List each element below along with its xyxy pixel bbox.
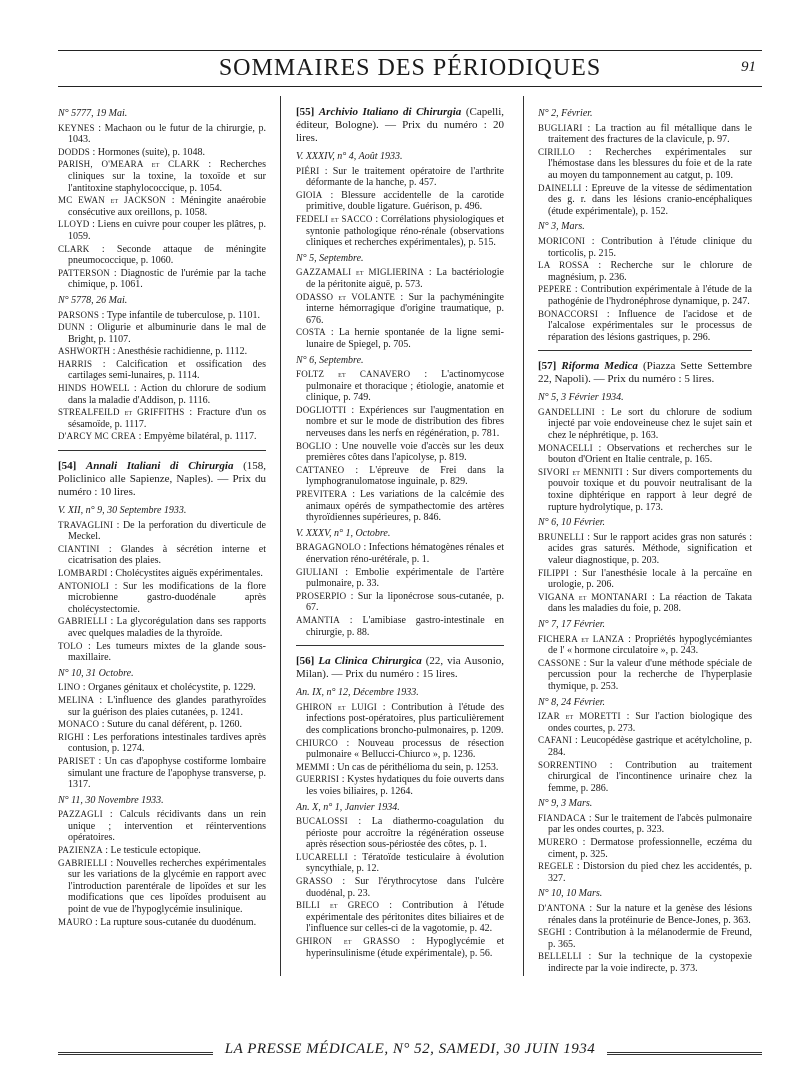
journal-details: (158, Policlinico alle Sapienze, Naples). — Prix du numéro : 10 lires.: [58, 460, 266, 499]
article-title: : Le sort du chlorure de sodium injecté par voie endoveineuse chez le sujet sain et chez le néphrétique, p. 163.: [548, 406, 752, 442]
footer-rule-right: [607, 1052, 762, 1055]
article-author: SIVORI et MENNITI: [538, 466, 623, 477]
article-entry: [58, 616, 266, 639]
journal-details: (22, via Ausonio, Milan). — Prix du numéro : 15 lires.: [296, 655, 504, 681]
article-author: MORICONI: [538, 235, 586, 246]
article-author: DUNN: [58, 322, 85, 333]
column-middle: [296, 104, 504, 974]
article-title: : Recherches expérimentales sur l'hémostase dans les blessures du foie et de la rate au moyen du tamponnement au catgut, p. 109.: [548, 146, 752, 181]
article-author: FILIPPI: [538, 567, 569, 578]
issue-heading: N° 7, 17 Février.: [538, 618, 606, 630]
article-author: D'ANTONA: [538, 903, 586, 914]
article-author: LOMBARDI: [58, 568, 108, 578]
article-author: FOLTZ et CANAVERO: [296, 369, 411, 380]
article-author: PIÉRI: [296, 165, 320, 176]
article-title: : Influence de l'acidose et de l'alcalose expérimentales sur le processus de réparation des lésions gastriques, p. 296.: [548, 308, 752, 343]
article-title: : Contribution à la mélanodermie de Freund, p. 365.: [548, 927, 752, 950]
page-title: SOMMAIRES DES PÉRIODIQUES: [218, 55, 602, 81]
article-author: BILLI et GRECO: [296, 900, 380, 911]
header-rule: [58, 86, 762, 87]
article-author: FEDELI et SACCO: [296, 213, 373, 224]
article-title: : Diagnostic de l'urémie par la tache chimique, p. 1061.: [68, 267, 266, 291]
article-entry: [538, 236, 752, 259]
article-author: GANDELLINI: [538, 406, 595, 417]
article-title: : Action du chlorure de sodium dans la maladie d'Addison, p. 1116.: [68, 383, 266, 406]
article-title: : Sur la pachyméningite interne hémorragique d'origine traumatique, p. 676.: [306, 291, 504, 326]
article-entry: [296, 774, 504, 797]
article-entry: [538, 147, 752, 182]
article-title: : Type infantile de tuberculose, p. 1101.: [99, 309, 261, 321]
article-title: : Sur la liponécrose sous-cutanée, p. 67.: [306, 590, 504, 614]
column-divider-left: [280, 96, 281, 976]
article-entry: [538, 183, 752, 218]
article-author: BOGLIO: [296, 440, 332, 451]
article-entry: [538, 813, 752, 836]
article-title: : L'actinomycose pulmonaire et thoracique ; étiologie, anatomie et clinique, p. 749.: [306, 369, 504, 404]
article-entry: [538, 284, 752, 307]
article-title: : Cholécystites aiguës expérimentales.: [107, 568, 263, 579]
article-entry: [58, 431, 266, 443]
issue-heading: N° 5777, 19 Mai.: [58, 108, 128, 119]
article-entry: [296, 702, 504, 737]
article-author: HARRIS: [58, 358, 93, 369]
article-entry: [296, 405, 504, 440]
article-author: BONACCORSI: [538, 308, 599, 319]
article-entry: [296, 738, 504, 761]
article-entry: [538, 467, 752, 513]
article-author: MURERO: [538, 837, 578, 848]
article-entry: [58, 147, 266, 159]
top-rule: [58, 50, 762, 51]
article-entry: [58, 322, 266, 345]
article-entry: [296, 327, 504, 350]
issue-heading: V. XXXIV, n° 4, Août 1933.: [296, 151, 403, 162]
issue-heading: N° 5, Septembre.: [296, 252, 364, 264]
article-author: BELLELLI: [538, 951, 582, 962]
article-entry: [296, 900, 504, 935]
article-title: : Contribution à l'étude clinique du torticolis, p. 215.: [548, 235, 752, 259]
issue-heading: N° 11, 30 Novembre 1933.: [58, 794, 164, 806]
article-entry: [538, 837, 752, 860]
article-entry: [538, 443, 752, 466]
issue-heading: An. X, n° 1, Janvier 1934.: [296, 801, 400, 813]
article-author: IZAR et MORETTI: [538, 711, 621, 722]
article-title: : La rupture sous-cutanée du duodénum.: [92, 916, 257, 928]
article-title: : L'amibiase gastro-intestinale en chirurgie, p. 88.: [306, 614, 504, 638]
article-title: : Calculs récidivants dans un rein unique ; intervention et réinterventions opératoires.: [68, 809, 266, 844]
article-author: SORRENTINO: [538, 759, 598, 770]
article-author: MC EWAN et JACKSON: [58, 195, 166, 206]
article-author: STREALFEILD et GRIFFITHS: [58, 407, 185, 418]
article-entry: [296, 762, 504, 774]
article-entry: [58, 244, 266, 267]
article-entry: [538, 927, 752, 950]
article-author: GHIRON et GRASSO: [296, 936, 400, 947]
article-title: : La bactériologie de la péritonite aiguë, p. 573.: [306, 267, 504, 290]
article-title: : Calcification et ossification des cartilages semi-lunaires, p. 1114.: [68, 358, 266, 382]
article-title: : Nouvelles recherches expérimentales sur les variations de la glycémie en rapport avec l'introduction parentérale de lipoïdes et sur les modifications que ces lipoïdes produisent au point de vue de l'hypoglycémie insulinique.: [68, 857, 266, 916]
article-author: VIGANA et MONTANARI: [538, 591, 648, 602]
column-left: [58, 104, 266, 974]
article-entry: [58, 568, 266, 580]
article-author: GRASSO: [296, 876, 333, 887]
article-entry: [296, 292, 504, 327]
article-entry: [58, 845, 266, 857]
page-header: [58, 53, 762, 83]
article-title: : Liens en cuivre pour couper les plâtres, p. 1059.: [68, 219, 266, 242]
page-footer: [58, 1041, 762, 1065]
article-author: PROSERPIO: [296, 590, 347, 601]
article-author: DOGLIOTTI: [296, 404, 347, 415]
article-title: : Un cas d'apophyse costiforme lombaire simulant une fracture de l'apophyse transverse, p. 1317.: [68, 755, 266, 791]
article-author: ODASSO et VOLANTE: [296, 291, 396, 302]
journal-number: [55]: [296, 106, 315, 118]
article-author: RIGHI: [58, 731, 84, 742]
article-title: : Propriétés hypoglycémiantes de l' « hormone circulatoire », p. 243.: [548, 633, 752, 657]
article-entry: [296, 876, 504, 899]
journal-name: La Clinica Chirurgica: [318, 655, 422, 668]
article-title: : Suture du canal déférent, p. 1260.: [99, 719, 242, 731]
journal-heading: [296, 106, 504, 145]
article-entry: [538, 592, 752, 615]
article-author: CIRILLO: [538, 146, 575, 157]
article-author: TRAVAGLINI: [58, 519, 114, 530]
article-title: : Seconde attaque de méningite pneumococcique, p. 1060.: [68, 243, 266, 267]
journal-details: (Capelli, éditeur, Bologne). — Prix du numéro : 20 lires.: [296, 106, 504, 144]
footer-text: LA PRESSE MÉDICALE, N° 52, SAMEDI, 30 JUIN 1934: [224, 1041, 596, 1057]
article-author: GIOIA: [296, 189, 323, 200]
article-author: PARISET: [58, 755, 96, 766]
article-entry: [538, 760, 752, 795]
section-separator: [296, 645, 504, 646]
article-author: REGELE: [538, 861, 574, 872]
article-title: : Leucopédèse gastrique et acétylcholine, p. 284.: [548, 735, 752, 758]
article-title: : La glycorégulation dans ses rapports avec quelques maladies de la thyroïde.: [68, 616, 266, 639]
article-entry: [58, 195, 266, 218]
article-title: : Le testicule ectopique.: [102, 845, 201, 857]
article-author: GIULIANI: [296, 566, 339, 577]
article-title: : Sur divers comportements du pouvoir toxique et du pouvoir neutralisant de la toxine diphtérique en rapport à leur degré de rupture hydrolytique, p. 173.: [548, 466, 752, 513]
article-entry: [58, 383, 266, 406]
journal-heading: [538, 360, 752, 386]
article-entry: [538, 634, 752, 657]
article-author: GUERRISI: [296, 774, 340, 785]
article-title: : Recherches cliniques sur la toxine, la toxoïde et sur l'antitoxine staphylococcique, p. 1054.: [68, 159, 266, 194]
article-title: : Sur les modifications de la flore microbienne gastro-duodénale après cholécystectomie.: [68, 580, 266, 615]
article-entry: [296, 816, 504, 851]
journal-heading: [58, 460, 266, 499]
article-author: MONACELLI: [538, 442, 593, 453]
article-entry: [58, 520, 266, 543]
issue-heading: N° 10, 10 Mars.: [538, 888, 603, 900]
article-author: ASHWORTH: [58, 346, 111, 357]
journal-name: Riforma Medica: [561, 360, 638, 373]
article-title: : Sur la valeur d'une méthode spéciale de percussion pour la recherche de l'hyperplasie thymique, p. 253.: [548, 657, 752, 692]
article-title: : La traction au fil métallique dans le traitement des fractures de la clavicule, p. 97.: [548, 122, 752, 146]
article-entry: [58, 219, 266, 242]
article-title: : Organes génitaux et cholécystite, p. 1229.: [80, 682, 256, 694]
issue-heading: N° 6, 10 Février.: [538, 517, 606, 529]
article-author: PAZZAGLI: [58, 809, 103, 820]
article-entry: [58, 917, 266, 929]
article-entry: [296, 465, 504, 488]
article-title: : Nouveau processus de résection pulmonaire « Bellucci-Chiurco », p. 1236.: [306, 737, 504, 761]
article-title: : Recherche sur le chlorure de magnésium, p. 236.: [548, 260, 752, 283]
article-author: MONACO: [58, 719, 100, 730]
article-entry: [58, 159, 266, 194]
article-author: DAINELLI: [538, 182, 582, 193]
article-author: PEPERE: [538, 284, 572, 295]
article-author: PARSONS: [58, 309, 100, 320]
article-entry: [296, 489, 504, 524]
article-title: : Sur l'anesthésie locale à la percaïne en urologie, p. 206.: [548, 567, 752, 591]
issue-heading: N° 9, 3 Mars.: [538, 798, 593, 810]
article-title: : L'influence des glandes parathyroïdes sur la guérison des plaies cutanées, p. 1241.: [68, 694, 266, 718]
column-right: [538, 104, 752, 974]
section-separator: [58, 450, 266, 451]
article-title: : Les variations de la calcémie des animaux opérés de sympathectomie des artères thyroïdiennes supérieures, p. 846.: [306, 489, 504, 524]
article-title: : Sur l'action biologique des ondes courtes, p. 273.: [548, 711, 752, 734]
article-author: MELINA: [58, 694, 95, 705]
article-author: CATTANEO: [296, 464, 345, 475]
journal-heading: [296, 655, 504, 681]
article-entry: [296, 852, 504, 875]
article-entry: [296, 591, 504, 614]
article-entry: [538, 951, 752, 974]
section-separator: [538, 350, 752, 351]
article-title: : Oligurie et albuminurie dans le mal de Bright, p. 1107.: [68, 322, 266, 345]
article-title: : Les perforations intestinales tardives après contusion, p. 1274.: [68, 731, 266, 755]
article-title: : Hormones (suite), p. 1048.: [90, 146, 206, 158]
article-entry: [58, 695, 266, 718]
issue-heading: N° 10, 31 Octobre.: [58, 667, 134, 679]
column-divider-right: [523, 96, 524, 976]
article-title: : Contribution à l'étude des infections post-opératoires, plus particulièrement des complications broncho-pulmonaires, p. 1209.: [306, 701, 504, 736]
article-entry: [296, 190, 504, 213]
article-title: : Glandes à sécrétion interne et cicatrisation des plaies.: [68, 543, 266, 567]
article-title: : Empyème bilatéral, p. 1117.: [136, 431, 257, 443]
article-author: ANTONIOLI: [58, 580, 110, 591]
article-title: : Fracture d'un os sésamoïde, p. 1117.: [68, 407, 266, 430]
article-entry: [58, 268, 266, 291]
article-author: CLARK: [58, 243, 90, 254]
article-entry: [58, 732, 266, 755]
article-author: GAZZAMALI et MIGLIERINA: [296, 267, 425, 278]
article-title: : Kystes hydatiques du foie ouverts dans les voies biliaires, p. 1264.: [306, 774, 504, 797]
article-title: : La diathermo-coagulation du périoste pour accroître la régénération osseuse après résection sous-périostée des côtes, p. 1.: [306, 816, 504, 851]
article-entry: [538, 735, 752, 758]
article-title: : Contribution à l'étude expérimentale des péritonites dites biliaires et de l'influence sur celles-ci de la vagotomie, p. 42.: [306, 900, 504, 935]
journal-name: Annali Italiani di Chirurgia: [85, 460, 234, 473]
article-entry: [538, 903, 752, 926]
article-author: MEMMI: [296, 761, 330, 772]
article-title: : Sur la technique de la cystopexie indirecte par la voie indirecte, p. 373.: [548, 951, 752, 974]
page-number: 91: [741, 59, 756, 75]
article-title: : Contribution expérimentale à l'étude de la pathogénie de l'hydronéphrose dynamique, p. 247.: [548, 284, 752, 307]
article-entry: [538, 309, 752, 344]
journal-number: [54]: [58, 460, 77, 473]
article-entry: [58, 310, 266, 322]
article-author: PARISH, O'MEARA et CLARK: [58, 159, 200, 170]
article-title: : Contribution au traitement chirurgical de l'incontinence urinaire chez la femme, p. 286.: [548, 759, 752, 794]
issue-heading: An. IX, n° 12, Décembre 1933.: [296, 687, 419, 699]
article-author: KEYNES: [58, 122, 95, 133]
article-title: : Distorsion du pied chez les accidentés, p. 327.: [548, 861, 752, 884]
article-title: : Sur le rapport acides gras non saturés : acides gras saturés. Méthode, signification et valeur diagnostique, p. 203.: [548, 531, 752, 566]
article-entry: [296, 441, 504, 464]
article-title: : Sur l'érythrocytose dans l'ulcère duodénal, p. 23.: [306, 876, 504, 899]
article-author: BRAGAGNOLO: [296, 542, 361, 553]
article-author: CIANTINI: [58, 543, 100, 554]
article-author: AMANTIA: [296, 614, 340, 625]
article-title: : De la perforation du diverticule de Meckel.: [68, 519, 266, 543]
article-entry: [58, 682, 266, 694]
article-entry: [296, 615, 504, 638]
journal-number: [57]: [538, 360, 557, 373]
article-title: : L'épreuve de Frei dans la lymphogranulomatose inguinale, p. 829.: [306, 464, 504, 488]
article-author: D'ARCY MC CREA: [58, 431, 137, 442]
article-author: PREVITERA: [296, 489, 348, 500]
article-author: LA ROSSA: [538, 260, 590, 271]
article-entry: [58, 123, 266, 146]
article-entry: [296, 214, 504, 249]
article-title: : Blessure accidentelle de la carotide primitive, double ligature. Guérison, p. 496.: [306, 189, 504, 213]
issue-heading: N° 6, Septembre.: [296, 354, 364, 366]
article-entry: [538, 711, 752, 734]
article-author: BUGLIARI: [538, 122, 583, 133]
article-author: CASSONE: [538, 657, 581, 668]
article-author: GABRIELLI: [58, 616, 108, 627]
article-entry: [538, 568, 752, 591]
article-entry: [296, 267, 504, 290]
article-author: CAFANI: [538, 735, 573, 746]
issue-heading: N° 5778, 26 Mai.: [58, 294, 128, 306]
article-author: LINO: [58, 682, 81, 693]
article-entry: [538, 123, 752, 146]
article-author: GHIRON et LUIGI: [296, 701, 377, 712]
article-title: : La hernie spontanée de la ligne semi-lunaire de Spiegel, p. 705.: [306, 327, 504, 350]
article-entry: [58, 719, 266, 731]
article-entry: [538, 407, 752, 442]
article-author: GABRIELLI: [58, 857, 108, 868]
article-author: SEGHI: [538, 927, 566, 938]
article-author: TOLO: [58, 640, 83, 651]
article-author: CHIURCO: [296, 737, 338, 748]
article-author: FICHERA et LANZA: [538, 633, 625, 644]
article-entry: [538, 658, 752, 693]
article-entry: [538, 532, 752, 567]
article-title: : Infections hématogènes rénales et énervation réno-urétérale, p. 1.: [306, 542, 504, 565]
article-author: LLOYD: [58, 219, 90, 230]
article-entry: [58, 581, 266, 616]
article-entry: [296, 166, 504, 189]
article-title: : Corrélations physiologiques et syntonie pathologique réno-rénale (observations cliniques et recherches expérimentales), p. 515.: [306, 213, 504, 249]
article-title: : Observations et recherches sur le bouton d'Orient en Italie centrale, p. 165.: [548, 442, 752, 466]
article-entry: [58, 756, 266, 791]
article-title: : Anesthésie rachidienne, p. 1112.: [110, 346, 248, 358]
article-entry: [538, 260, 752, 283]
article-author: LUCARELLI: [296, 851, 348, 862]
article-entry: [296, 936, 504, 959]
article-entry: [58, 346, 266, 358]
article-author: PAZIENZA: [58, 845, 103, 856]
article-title: : Méningite anaérobie consécutive aux oreillons, p. 1058.: [68, 195, 266, 218]
article-title: : Un cas de périthélioma du sein, p. 1253.: [329, 761, 499, 773]
article-title: : Embolie expérimentale de l'artère pulmonaire, p. 33.: [306, 566, 504, 590]
journal-details: (Piazza Sette Settembre 22, Napoli). — Prix du numéro : 5 lires.: [538, 360, 752, 386]
article-author: DODDS: [58, 146, 91, 157]
article-title: : Sur le traitement de l'abcès pulmonaire par les ondes courtes, p. 323.: [548, 812, 752, 836]
article-author: BRUNELLI: [538, 531, 585, 542]
journal-name: Archivio Italiano di Chirurgia: [318, 106, 462, 118]
article-author: PATTERSON: [58, 267, 110, 278]
article-entry: [58, 641, 266, 664]
article-title: : Sur la nature et la genèse des lésions rénales dans la protéinurie de Bence-Jones, p. 363.: [548, 903, 752, 926]
article-title: : Machaon ou le futur de la chirurgie, p. 1043.: [68, 122, 266, 146]
issue-heading: V. XXXV, n° 1, Octobre.: [296, 527, 391, 539]
article-title: : La réaction de Takata dans les maladies du foie, p. 208.: [548, 591, 752, 615]
issue-heading: N° 8, 24 Février.: [538, 696, 606, 708]
article-title: : Les tumeurs mixtes de la glande sous-maxillaire.: [68, 640, 266, 664]
article-author: FIANDACA: [538, 812, 587, 823]
article-entry: [58, 809, 266, 844]
issue-heading: V. XII, n° 9, 30 Septembre 1933.: [58, 505, 187, 517]
article-entry: [58, 858, 266, 916]
issue-heading: N° 2, Février.: [538, 108, 593, 119]
article-entry: [58, 544, 266, 567]
article-title: : Dermatose professionnelle, eczéma du ciment, p. 325.: [548, 837, 752, 860]
article-title: : Hypoglycémie et hyperinsulinisme (étude expérimentale), p. 56.: [306, 936, 504, 959]
article-entry: [296, 542, 504, 565]
article-entry: [296, 369, 504, 404]
article-title: : Expériences sur l'augmentation en nombre et sur le mode de distribution des fibres nerveuses dans les nerfs en régénération, p. 781.: [306, 404, 504, 440]
article-author: HINDS HOWELL: [58, 383, 130, 394]
article-title: : Sur le traitement opératoire de l'arthrite déformante de la hanche, p. 457.: [306, 165, 504, 189]
article-title: : Tératoïde testiculaire à évolution syncythiale, p. 12.: [306, 851, 504, 875]
article-entry: [58, 407, 266, 430]
article-author: COSTA: [296, 327, 326, 338]
journal-number: [56]: [296, 655, 315, 668]
article-title: : Une nouvelle voie d'accès sur les deux premières côtes dans l'apicolyse, p. 819.: [306, 440, 504, 464]
article-title: : Epreuve de la vitesse de sédimentation des g. r. dans les lésions cranio-encéphaliques (étude expérimentale), p. 152.: [548, 182, 752, 217]
article-entry: [296, 567, 504, 590]
article-author: MAURO: [58, 916, 93, 927]
article-entry: [538, 861, 752, 884]
issue-heading: N° 5, 3 Février 1934.: [538, 392, 624, 404]
article-author: BUCALOSSI: [296, 816, 348, 827]
article-entry: [58, 359, 266, 382]
issue-heading: N° 3, Mars.: [538, 221, 585, 233]
